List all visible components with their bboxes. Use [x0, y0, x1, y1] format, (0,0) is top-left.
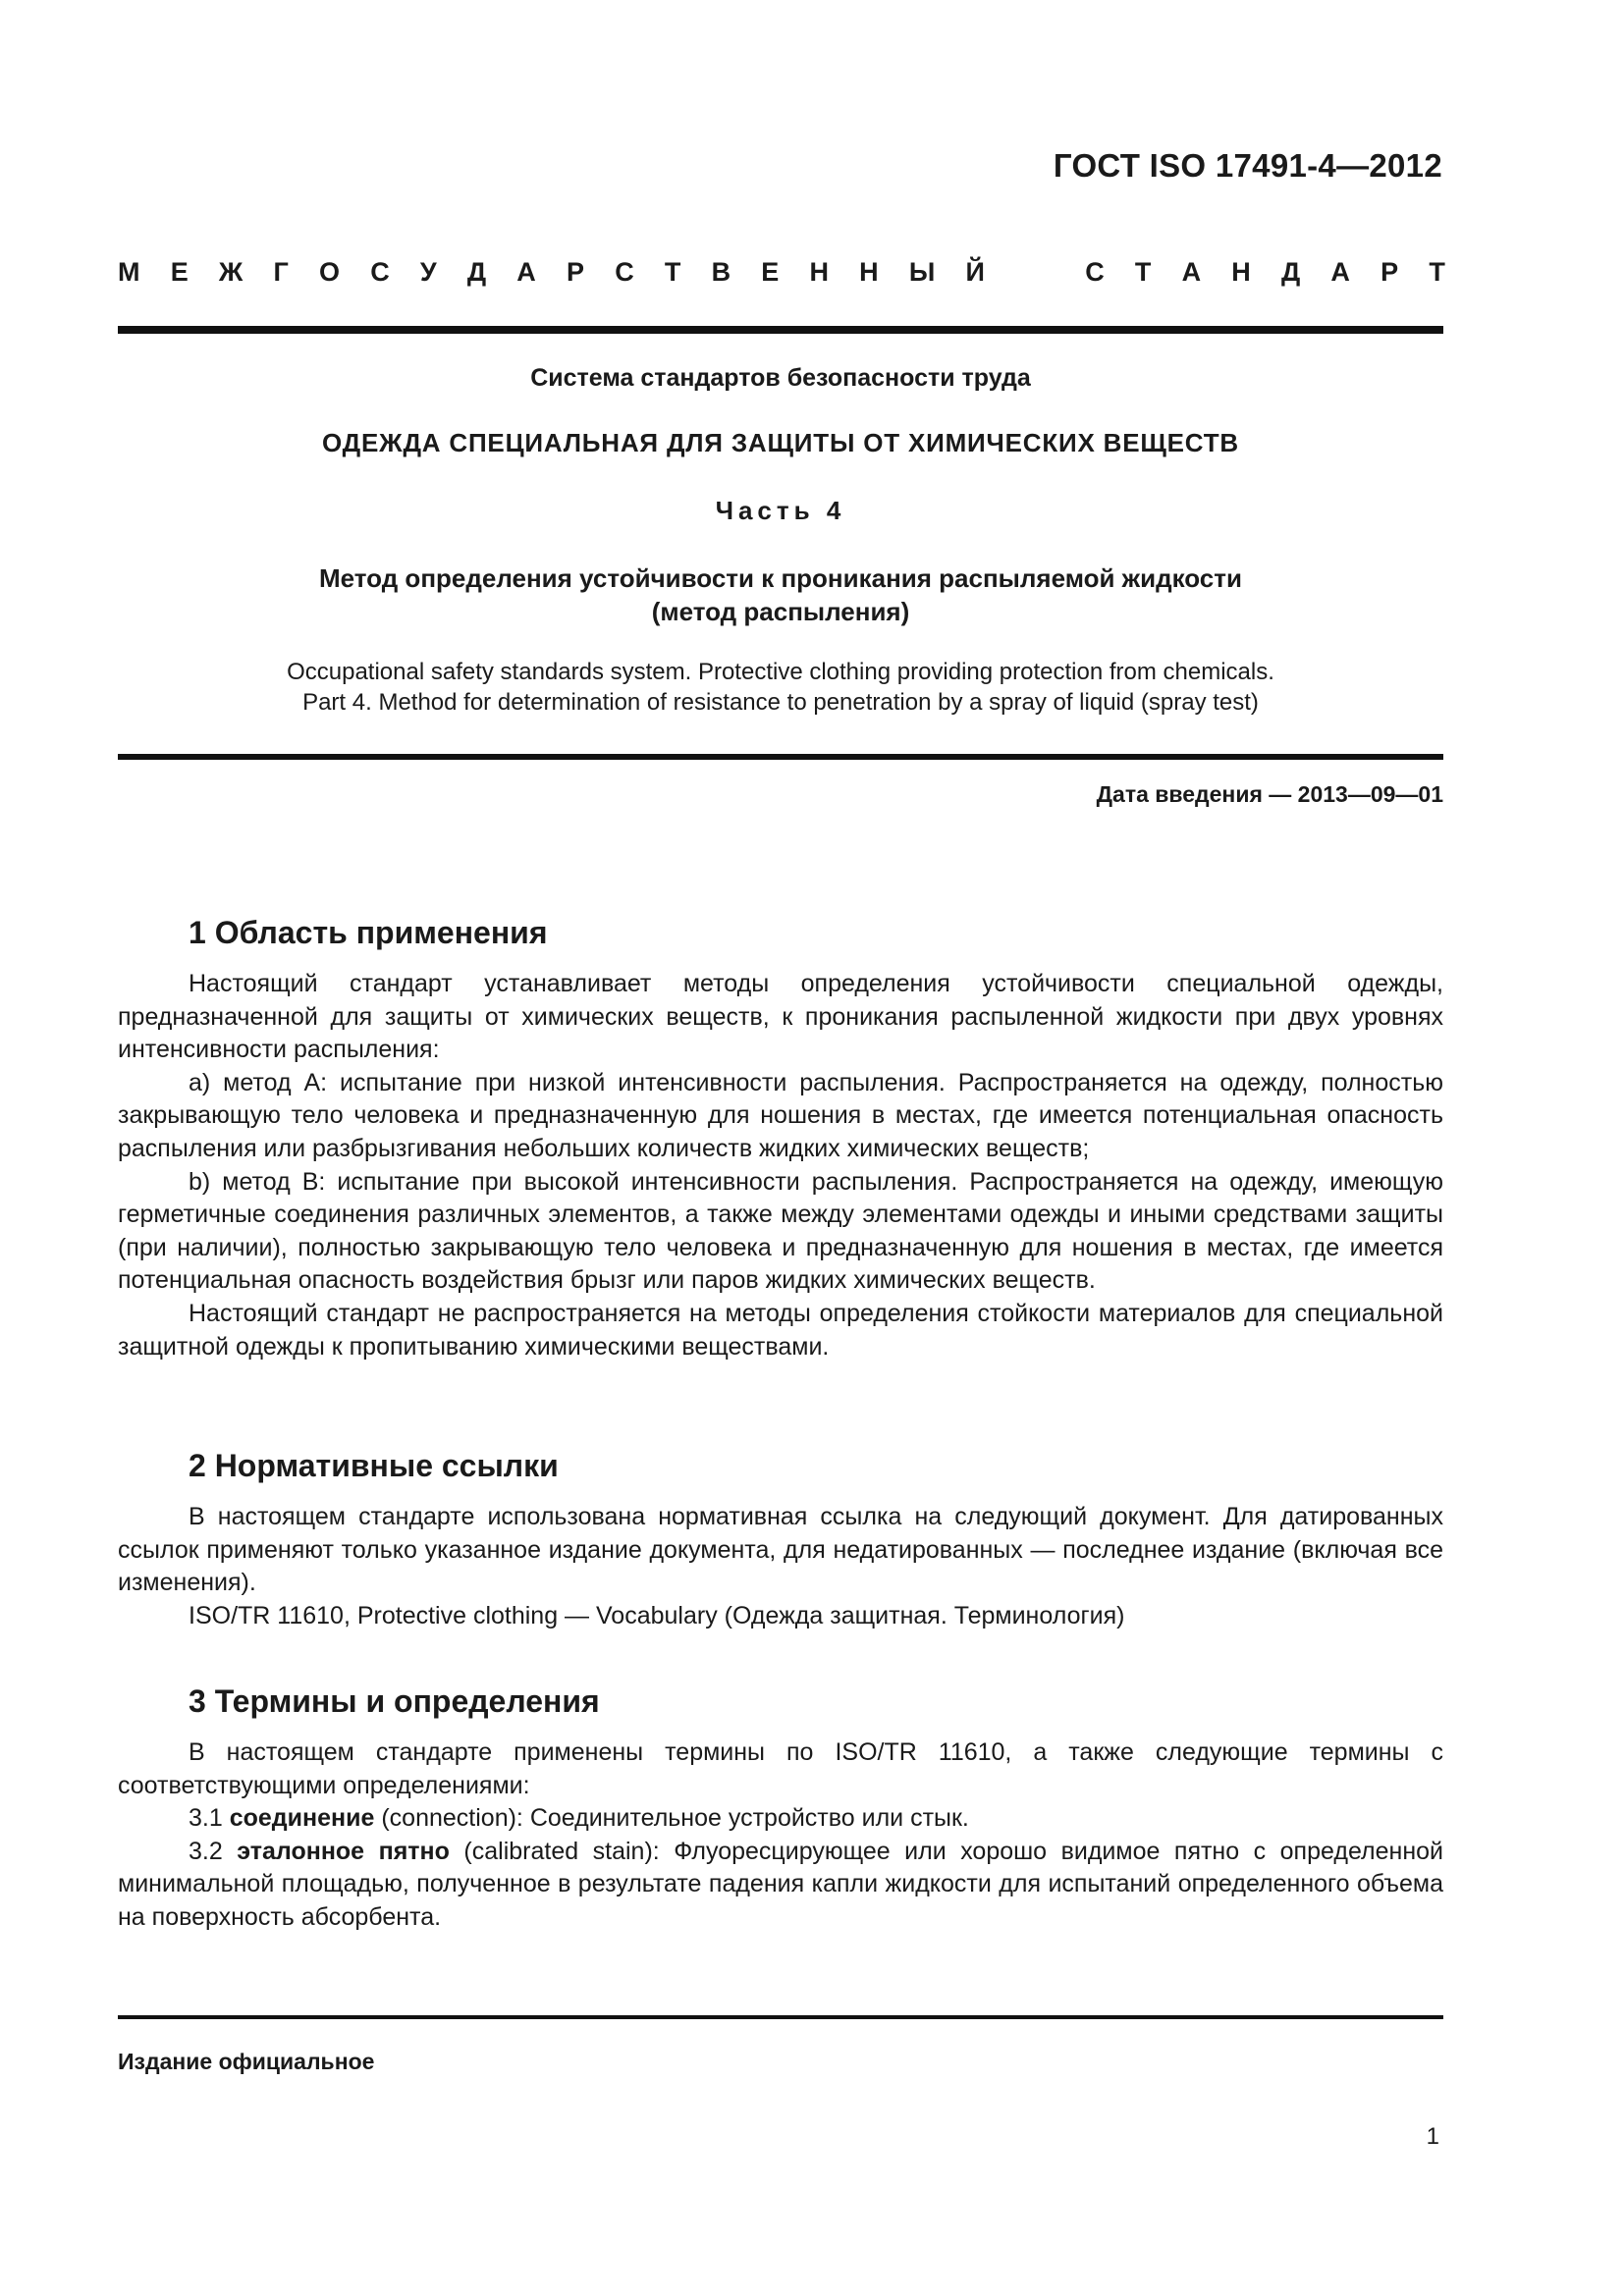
paragraph: Настоящий стандарт устанавливает методы определения устойчивости специальной одежды, предназначенной для защиты от химических веществ, к проникания распыленной жидкости при двух уровнях интенсивности распыления:: [118, 970, 1443, 1064]
banner-letter: Т: [1429, 257, 1445, 287]
part-title: Часть 4: [715, 496, 846, 525]
footer-divider: [118, 2015, 1443, 2019]
page-number: 1: [1426, 2123, 1439, 2150]
term-name: соединение: [229, 1804, 375, 1833]
banner-letter: Й: [965, 257, 985, 287]
reference-item: ISO/TR 11610, Protective clothing — Vocabulary (Одежда защитная. Терминология): [189, 1601, 1125, 1629]
main-title: ОДЕЖДА СПЕЦИАЛЬНАЯ ДЛЯ ЗАЩИТЫ ОТ ХИМИЧЕСКИХ ВЕЩЕСТВ: [322, 428, 1239, 457]
banner-letter: Е: [170, 257, 189, 287]
method-title: [118, 561, 1443, 628]
banner-letter: М: [118, 257, 140, 287]
banner-letter: О: [318, 257, 340, 287]
section-heading: 1 Область применения: [189, 915, 548, 950]
term-text: (connection): Соединительное устройство или стык.: [374, 1804, 969, 1833]
list-item: b) метод В: испытание при высокой интенсивности распыления. Распространяется на одежду, имеющую герметичные соединения различных элементов, а также между элементами одежды и иными средствами защиты (при наличии), полностью закрывающую тело человека и предназначенную для ношения в местах, где имеется потенциальная опасность воздействия брызг или паров жидких химических веществ.: [118, 1167, 1443, 1295]
banner-letter: Н: [1231, 257, 1251, 287]
paragraph: В настоящем стандарте использована нормативная ссылка на следующий документ. Для датированных ссылок применяют только указанное издание документа, для недатированных — последнее издание (включая все изменения).: [118, 1503, 1443, 1597]
banner-letter: А: [1330, 257, 1350, 287]
banner-letter: У: [419, 257, 437, 287]
standard-code: ГОСТ ISO 17491-4—2012: [1053, 147, 1442, 184]
banner-letter: Г: [273, 257, 289, 287]
banner-letter: Д: [466, 257, 487, 287]
section-heading: 3 Термины и определения: [189, 1683, 600, 1719]
term-text: (calibrated stain): Флуоресцирующее или хорошо видимое пятно с определенной минимальной площадью, полученное в результате падения капли жидкости для испытаний определенного объема на поверхность абсорбента.: [118, 1837, 1443, 1931]
section-heading: 2 Нормативные ссылки: [189, 1448, 559, 1483]
list-item: a) метод А: испытание при низкой интенсивности распыления. Распространяется на одежду, полностью закрывающую тело человека и предназначенную для ношения в местах, где имеется потенциальная опасность распыления или разбрызгивания небольших количеств жидких химических веществ;: [118, 1068, 1443, 1162]
banner-letter: Р: [566, 257, 584, 287]
paragraph: В настоящем стандарте применены термины по ISO/TR 11610, а также следующие термины с соответствующими определениями:: [118, 1738, 1443, 1799]
method-title-line: Метод определения устойчивости к проникания распыляемой жидкости: [319, 563, 1242, 593]
banner-letter: Е: [761, 257, 780, 287]
banner-letter: А: [516, 257, 536, 287]
banner-letter: Д: [1280, 257, 1301, 287]
english-title-line: Occupational safety standards system. Protective clothing providing protection from chemicals.: [287, 659, 1274, 685]
banner-letter: В: [711, 257, 731, 287]
section-scope: [118, 913, 1443, 1363]
section-normative-references: [118, 1446, 1443, 1632]
banner-letter: С: [615, 257, 634, 287]
term-number: 3.2: [189, 1837, 238, 1865]
section-terms: [118, 1682, 1443, 1935]
english-title-line: Part 4. Method for determination of resistance to penetration by a spray of liquid (spray test): [302, 689, 1259, 716]
paragraph: Настоящий стандарт не распространяется на методы определения стойкости материалов для специальной защитной одежды к пропитыванию химическими веществами.: [118, 1299, 1443, 1361]
term-name: эталонное пятно: [237, 1837, 450, 1865]
banner-letter: С: [370, 257, 390, 287]
banner-letter: Ы: [908, 257, 936, 287]
banner-letter: С: [1085, 257, 1105, 287]
term-number: 3.1: [189, 1804, 230, 1833]
english-title: [118, 657, 1443, 718]
top-divider: [118, 326, 1443, 334]
banner-letter: Р: [1380, 257, 1399, 287]
method-title-line: (метод распыления): [651, 597, 910, 626]
banner-word-gap: [1015, 257, 1055, 288]
term-definition: [118, 1802, 1443, 1836]
banner-letter: Т: [664, 257, 681, 287]
banner-letter: А: [1181, 257, 1202, 287]
introduction-date: Дата введения — 2013—09—01: [1096, 781, 1443, 807]
banner-letter: Н: [859, 257, 879, 287]
system-title: Система стандартов безопасности труда: [530, 364, 1031, 392]
term-definition: [118, 1836, 1443, 1935]
banner-letter: Ж: [218, 257, 244, 287]
banner-letter: Н: [809, 257, 829, 287]
title-divider: [118, 754, 1443, 760]
official-edition-label: Издание официальное: [118, 2049, 375, 2074]
banner-letter: Т: [1134, 257, 1152, 287]
interstate-standard-banner: [118, 257, 1445, 288]
